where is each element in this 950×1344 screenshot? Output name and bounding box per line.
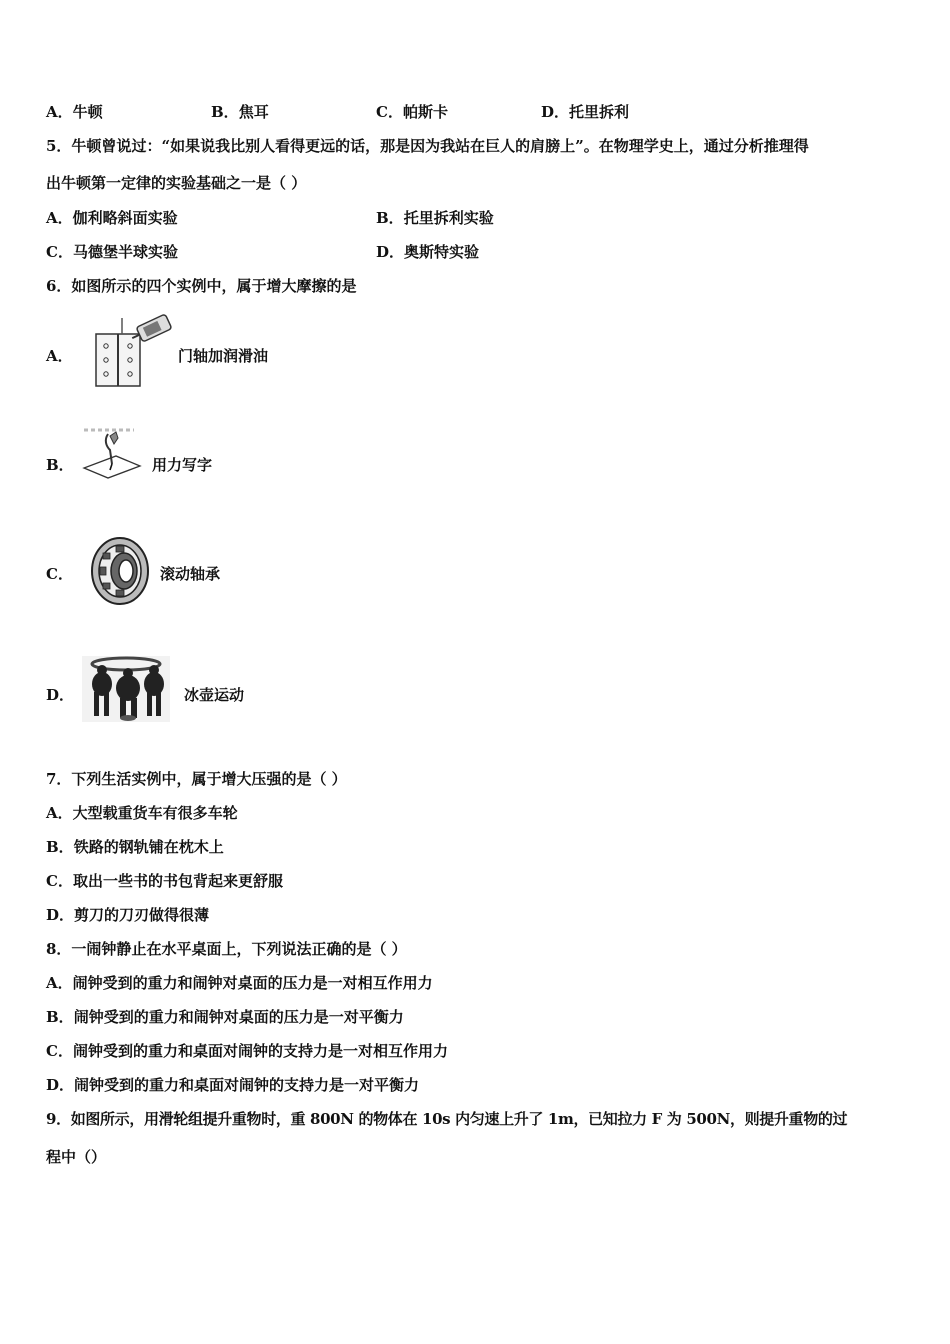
q7-option-d[interactable]: D．剪刀的刀刃做得很薄 xyxy=(46,906,210,924)
q6-option-c-caption: 滚动轴承 xyxy=(160,565,221,583)
q8-option-c[interactable]: C．闹钟受到的重力和桌面对闹钟的支持力是一对相互作用力 xyxy=(46,1042,448,1060)
q7-option-a[interactable]: A．大型载重货车有很多车轮 xyxy=(46,804,238,822)
q6-option-b-letter[interactable]: B． xyxy=(46,456,74,474)
q7-stem: 7．下列生活实例中，属于增大压强的是（ ） xyxy=(46,770,347,788)
q8-option-b[interactable]: B．闹钟受到的重力和闹钟对桌面的压力是一对平衡力 xyxy=(46,1008,404,1026)
q9-stem-line1: 9．如图所示，用滑轮组提升重物时，重 800N 的物体在 10s 内匀速上升了 1m，已知拉力 F 为 500N，则提升重物的过 xyxy=(46,1110,848,1128)
writing-hand-image xyxy=(80,424,144,480)
q8-stem: 8．一闹钟静止在水平桌面上，下列说法正确的是（ ） xyxy=(46,940,407,958)
q6-option-a-letter[interactable]: A． xyxy=(46,347,73,365)
q7-option-c[interactable]: C．取出一些书的书包背起来更舒服 xyxy=(46,872,283,890)
q6-option-d-caption: 冰壶运动 xyxy=(184,686,245,704)
q9-stem-line2: 程中（） xyxy=(46,1148,107,1166)
door-hinge-oil-image xyxy=(82,312,174,390)
q6-option-a-caption: 门轴加润滑油 xyxy=(178,347,269,365)
q4-option-b[interactable]: B．焦耳 xyxy=(211,103,269,121)
q6-stem: 6．如图所示的四个实例中，属于增大摩擦的是 xyxy=(46,277,357,295)
q6-option-b-caption: 用力写字 xyxy=(152,456,213,474)
q8-option-a[interactable]: A．闹钟受到的重力和闹钟对桌面的压力是一对相互作用力 xyxy=(46,974,433,992)
q5-stem-line1: 5．牛顿曾说过：“如果说我比别人看得更远的话，那是因为我站在巨人的肩膀上”。在物理学史上，通过分析推理得 xyxy=(46,137,809,155)
q5-option-d[interactable]: D．奥斯特实验 xyxy=(376,243,480,261)
q6-option-c-letter[interactable]: C． xyxy=(46,565,73,583)
q5-option-b[interactable]: B．托里拆利实验 xyxy=(376,209,494,227)
q8-option-d[interactable]: D．闹钟受到的重力和桌面对闹钟的支持力是一对平衡力 xyxy=(46,1076,420,1094)
q7-option-b[interactable]: B．铁路的钢轨铺在枕木上 xyxy=(46,838,224,856)
rolling-bearing-image xyxy=(90,536,156,606)
q4-option-a[interactable]: A．牛顿 xyxy=(46,103,103,121)
q4-option-d[interactable]: D．托里拆利 xyxy=(541,103,630,121)
q5-option-a[interactable]: A．伽利略斜面实验 xyxy=(46,209,178,227)
q6-option-d-letter[interactable]: D． xyxy=(46,686,75,704)
q5-stem-line2: 出牛顿第一定律的实验基础之一是（ ） xyxy=(46,174,307,192)
curling-image xyxy=(80,654,174,726)
q4-option-c[interactable]: C．帕斯卡 xyxy=(376,103,448,121)
q5-option-c[interactable]: C．马德堡半球实验 xyxy=(46,243,178,261)
